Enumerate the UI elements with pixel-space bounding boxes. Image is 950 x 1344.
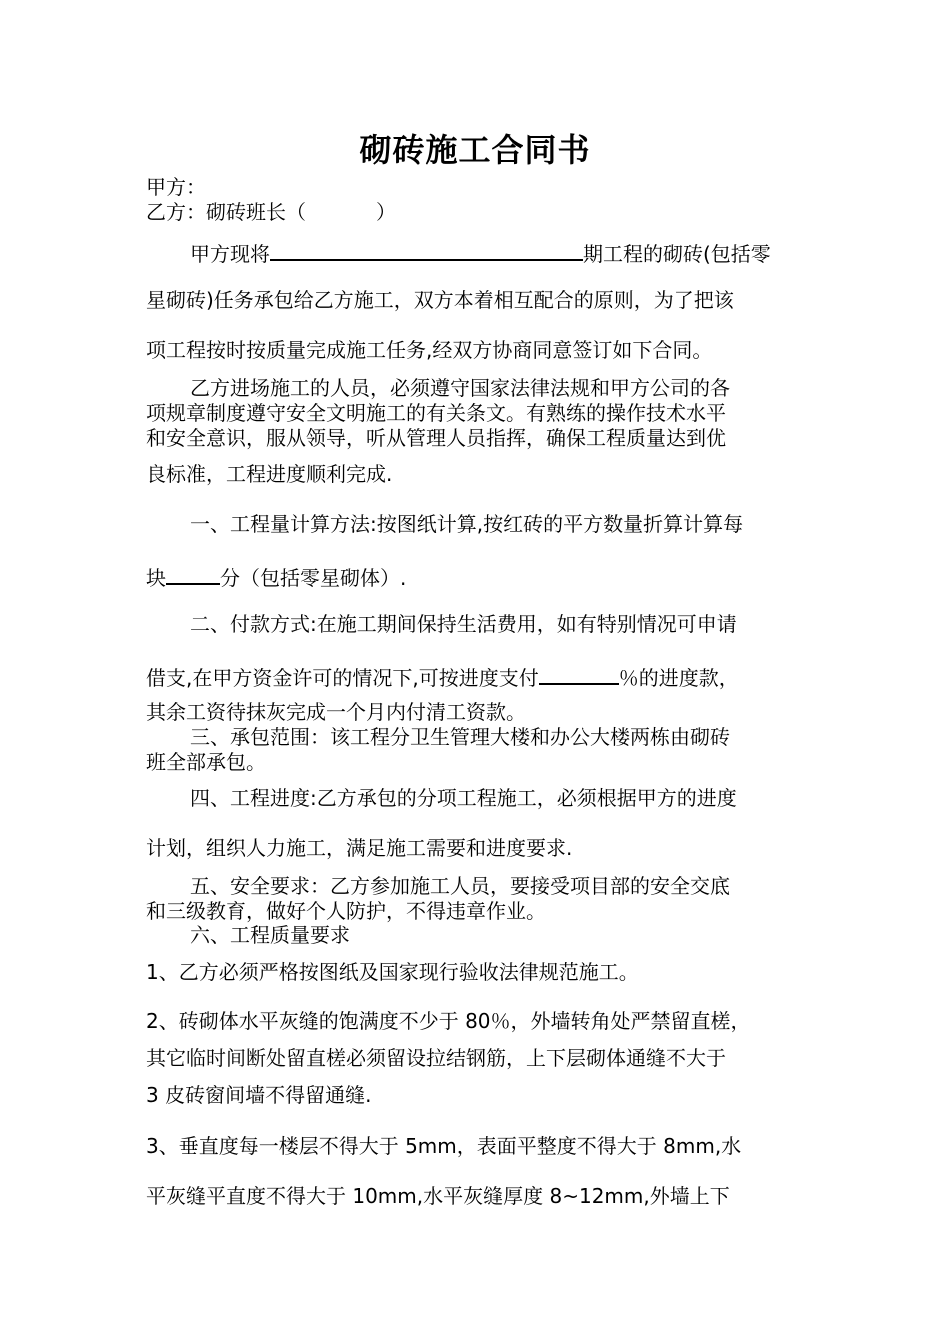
quality-item-2-line-2: 其它临时间断处留直槎必须留设拉结钢筋，上下层砌体通缝不大于 bbox=[146, 1046, 726, 1070]
intro-line-2: 星砌砖)任务承包给乙方施工，双方本着相互配合的原则，为了把该 bbox=[146, 288, 734, 312]
clause1-text-a: 块 bbox=[146, 566, 166, 590]
document-title: 砌砖施工合同书 bbox=[359, 131, 591, 169]
clause5-line-1: 五、安全要求：乙方参加施工人员，要接受项目部的安全交底 bbox=[190, 874, 730, 898]
intro-text-a: 甲方现将 bbox=[190, 242, 270, 266]
clause2-text-b: ％的进度款， bbox=[618, 666, 739, 690]
party-b-close: ） bbox=[376, 200, 396, 224]
quality-item-1: 1、乙方必须严格按图纸及国家现行验收法律规范施工。 bbox=[146, 960, 639, 984]
intro-line-3: 项工程按时按质量完成施工任务,经双方协商同意签订如下合同。 bbox=[146, 338, 713, 362]
clause1-line-2 bbox=[146, 561, 406, 591]
clause4-line-1: 四、工程进度:乙方承包的分项工程施工，必须根据甲方的进度 bbox=[190, 786, 737, 810]
clause4-line-2: 计划，组织人力施工，满足施工需要和进度要求. bbox=[146, 836, 573, 860]
quality-item-2-line-3: 3 皮砖窗间墙不得留通缝. bbox=[146, 1083, 372, 1107]
quality-item-3-line-1: 3、垂直度每一楼层不得大于 5mm，表面平整度不得大于 8mm,水 bbox=[146, 1134, 742, 1158]
party-b-line bbox=[146, 199, 396, 225]
payment-percent-blank bbox=[539, 661, 619, 685]
personnel-line-1: 乙方进场施工的人员，必须遵守国家法律法规和甲方公司的各 bbox=[190, 376, 730, 400]
clause5-line-2: 和三级教育，做好个人防护，不得违章作业。 bbox=[146, 899, 546, 923]
clause1-text-b: 分（包括零星砌体）. bbox=[220, 566, 407, 590]
clause1-line-1: 一、工程量计算方法:按图纸计算,按红砖的平方数量折算计算每 bbox=[190, 512, 744, 536]
clause2-line-2 bbox=[146, 661, 739, 691]
price-per-brick-blank bbox=[166, 561, 220, 585]
clause2-line-1: 二、付款方式:在施工期间保持生活费用，如有特别情况可申请 bbox=[190, 612, 737, 636]
personnel-line-2: 项规章制度遵守安全文明施工的有关条文。有熟练的操作技术水平 bbox=[146, 401, 726, 425]
party-b-label: 乙方：砌砖班长（ bbox=[146, 200, 306, 224]
clause2-text-a: 借支,在甲方资金许可的情况下,可按进度支付 bbox=[146, 666, 539, 690]
clause2-line-3: 其余工资待抹灰完成一个月内付清工资款。 bbox=[146, 700, 526, 724]
clause3-line-2: 班全部承包。 bbox=[146, 750, 266, 774]
intro-text-b: 期工程的砌砖(包括零 bbox=[583, 242, 771, 266]
clause6-title: 六、工程质量要求 bbox=[190, 923, 350, 947]
project-name-blank bbox=[270, 237, 583, 261]
intro-line-1 bbox=[190, 237, 771, 267]
personnel-line-3: 和安全意识，服从领导，听从管理人员指挥，确保工程质量达到优 bbox=[146, 426, 726, 450]
personnel-line-4: 良标准，工程进度顺利完成. bbox=[146, 462, 393, 486]
clause3-line-1: 三、承包范围：该工程分卫生管理大楼和办公大楼两栋由砌砖 bbox=[190, 725, 730, 749]
quality-item-3-line-2: 平灰缝平直度不得大于 10mm,水平灰缝厚度 8~12mm,外墙上下 bbox=[146, 1184, 730, 1208]
party-a-line: 甲方： bbox=[146, 175, 206, 199]
quality-item-2-line-1: 2、砖砌体水平灰缝的饱满度不少于 80％，外墙转角处严禁留直槎， bbox=[146, 1009, 751, 1033]
